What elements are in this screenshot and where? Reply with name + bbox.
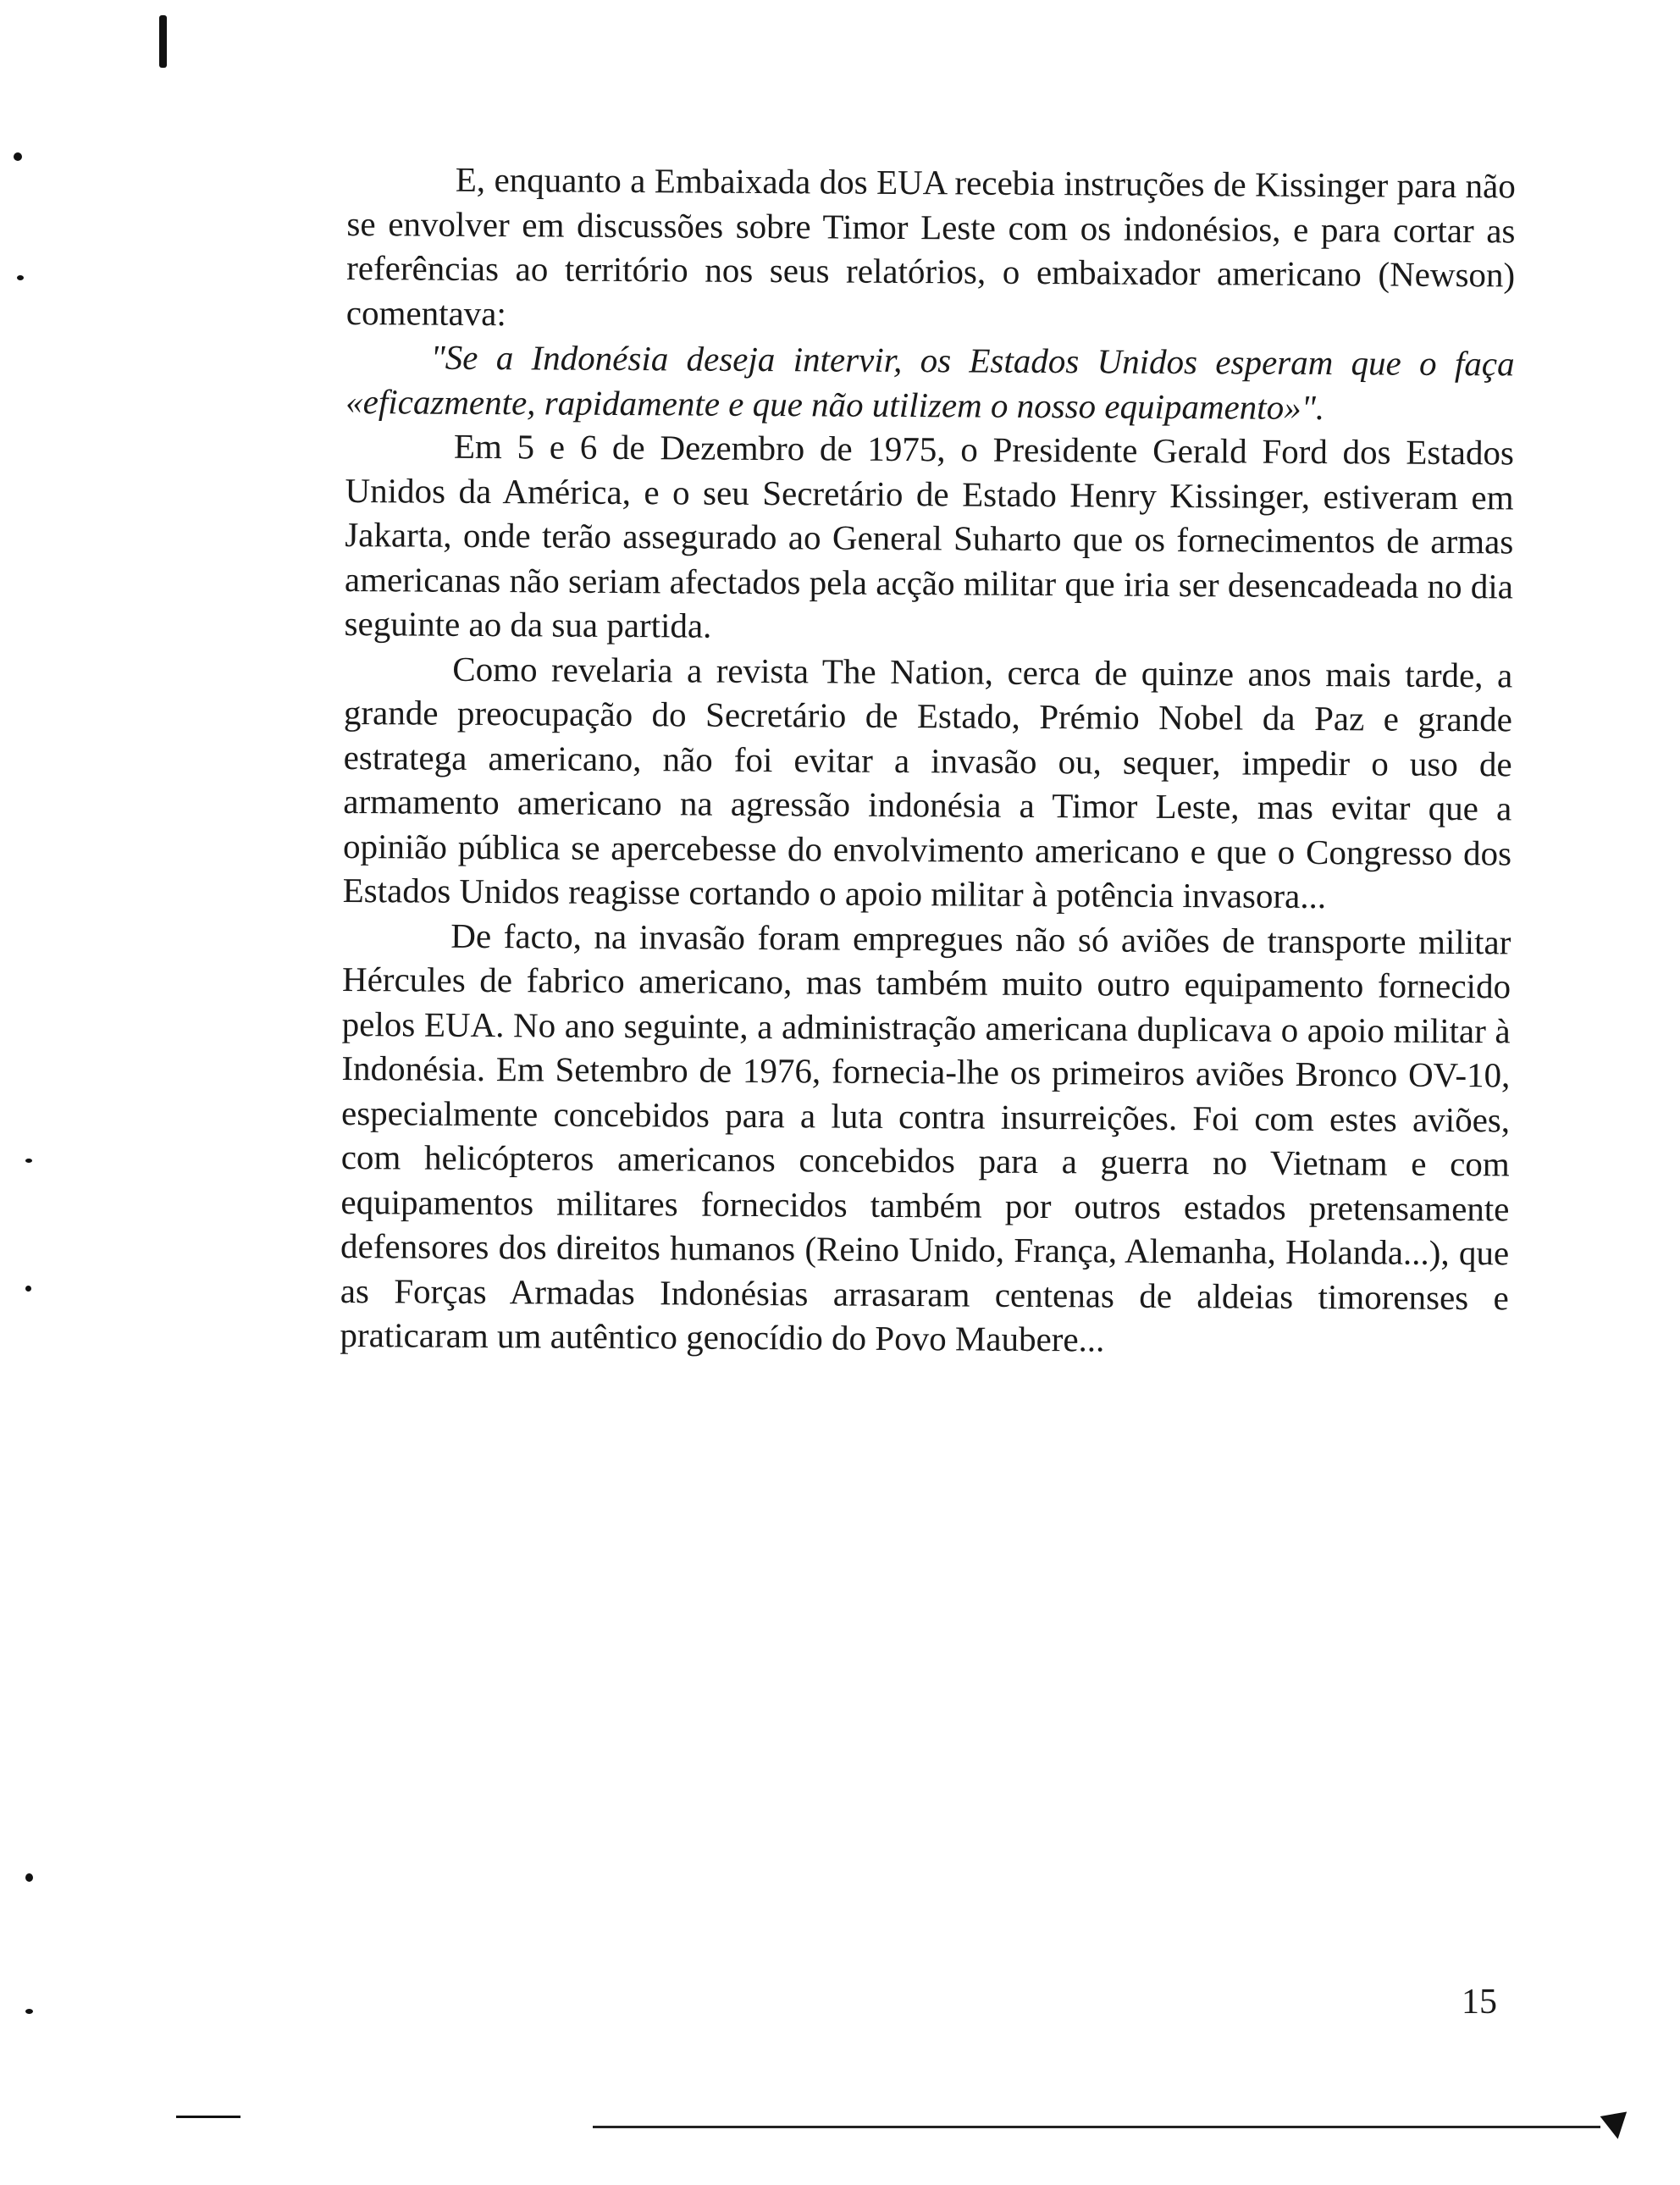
scan-mark: [25, 1873, 33, 1882]
scan-mark: [25, 1159, 32, 1163]
scan-mark: [176, 2116, 240, 2118]
paragraph: Como revelaria a revista The Nation, cerca de quinze anos mais tarde, a grande preocupação do Secretário de Estado, Prémio Nobel da Paz e grande estratega americano, não foi evitar a invasão ou, sequer, impedir o uso de armamento americano na agressão indonésia a Timor Leste, mas evitar que a opinião pública se apercebesse do envolvimento americano e que o Congresso dos Estados Unidos reagisse cortando o apoio militar à potência invasora...: [342, 649, 1513, 916]
scan-mark: [25, 1286, 31, 1292]
paragraph: De facto, na invasão foram empregues não só aviões de transporte militar Hércules de fabrico americano, mas também muito outro equipamento fornecido pelos EUA. No ano seguinte, a administração americana duplicava o apoio militar à Indonésia. Em Setembro de 1976, fornecia-lhe os primeiros aviões Bronco OV-10, especialmente concebidos para a luta contra insurreições. Foi com estes aviões, com helicópteros americanos concebidos para a guerra no Vietnam e com equipamentos militares fornecidos também por outros estados pretensamente defensores dos direitos humanos (Reino Unido, França, Alemanha, Holanda...), que as Forças Armadas Indonésias arrasaram centenas de aldeias timorenses e praticaram um autêntico genocídio do Povo Maubere...: [340, 915, 1511, 1359]
paragraph: E, enquanto a Embaixada dos EUA recebia instruções de Kissinger para não se envolver em discussões sobre Timor Leste com os indonésios, e para cortar as referências ao território nos seus relatórios, o embaixador americano (Newson) comentava:: [345, 159, 1516, 333]
quote-paragraph: "Se a Indonésia deseja intervir, os Estados Unidos esperam que o faça «eficazmente, rapidamente e que não utilizem o nosso equipamento»".: [345, 337, 1515, 427]
paragraph: Em 5 e 6 de Dezembro de 1975, o Presidente Gerald Ford dos Estados Unidos da América, e o seu Secretário de Estado Henry Kissinger, estiveram em Jakarta, onde terão assegurado ao General Suharto que os fornecimentos de armas americanas não seriam afectados pela acção militar que iria ser desencadeada no dia seguinte ao da sua partida.: [344, 426, 1515, 645]
bottom-rule: [593, 2126, 1600, 2128]
scan-mark: [17, 275, 24, 280]
scan-mark: [1600, 2111, 1632, 2141]
body-text: [340, 157, 1516, 1364]
page-number: 15: [1462, 1983, 1497, 2022]
scan-mark: [25, 2009, 33, 2014]
scan-mark: [159, 15, 167, 68]
scan-mark: [14, 152, 22, 161]
